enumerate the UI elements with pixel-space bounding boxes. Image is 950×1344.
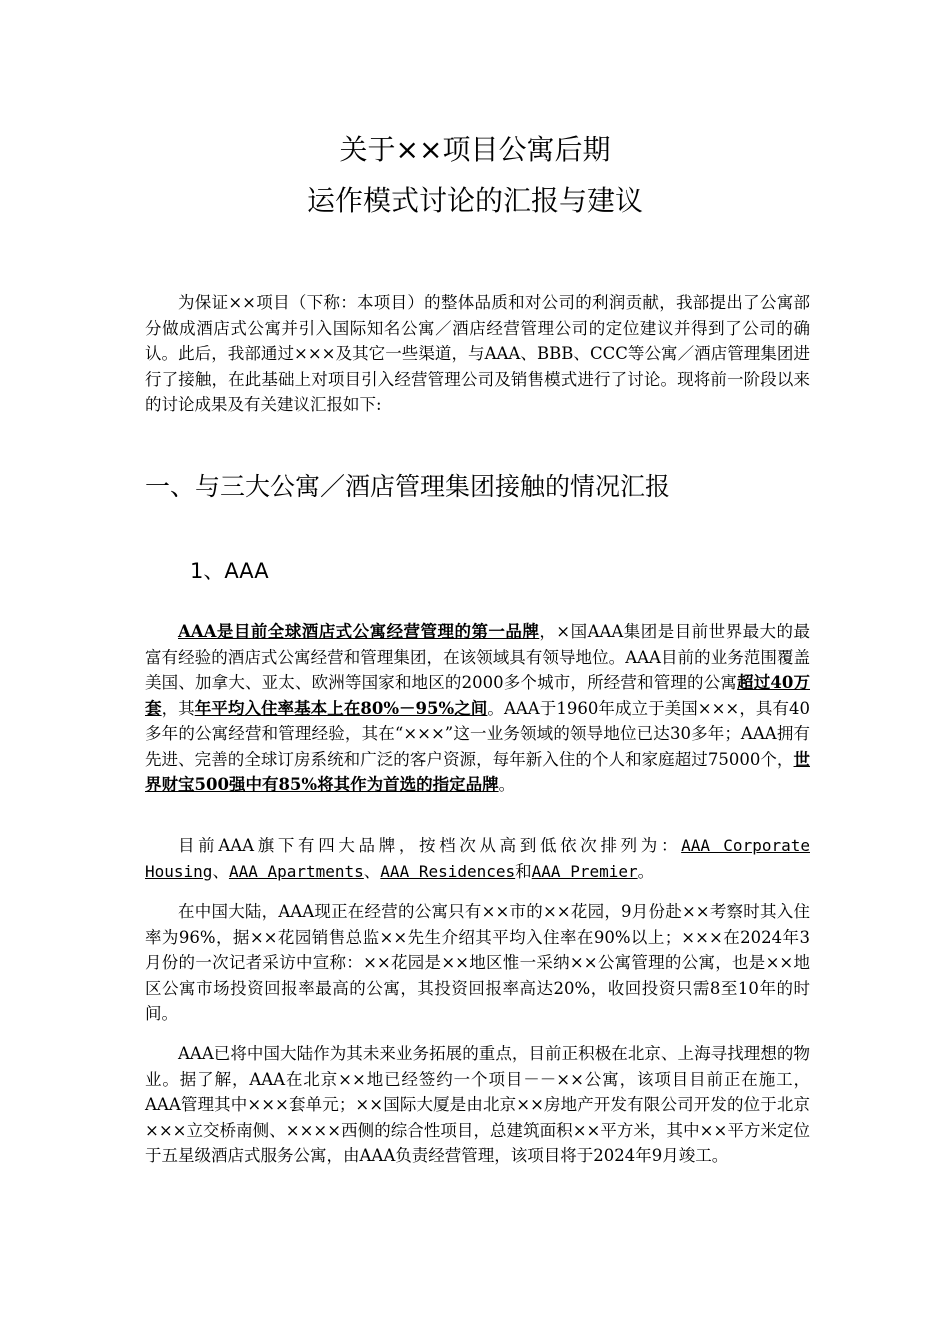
text-run: 。 bbox=[498, 775, 516, 794]
text-run: 目前AAA旗下有四大品牌，按档次从高到低依次排列为： bbox=[178, 836, 682, 855]
brand-premier: AAA Premier bbox=[531, 861, 638, 881]
separator: 和 bbox=[515, 861, 532, 881]
emphasis-fortune500: 世界财宝500强中有85%将其作为首选的指定品牌 bbox=[145, 749, 810, 794]
text-run: ，其 bbox=[161, 698, 195, 718]
text-run: 。 bbox=[637, 861, 655, 881]
document-title-line1: 关于××项目公寓后期 bbox=[339, 133, 611, 166]
section-heading: 一、与三大公寓／酒店管理集团接触的情况汇报 bbox=[145, 472, 671, 501]
aaa-china-paragraph: 在中国大陆，AAA现正在经营的公寓只有××市的××花园，9月份赴××考察时其入住率为96%，据××花园销售总监××先生介绍其平均入住率在90%以上；×××在2024年3月份的一次记者采访中宣称：××花园是××地区惟一采纳××公寓管理的公寓，也是××地区公寓市场投资回报率最高的公寓，其投资回报率高达20%，收回投资只需8至10年的时间。 bbox=[145, 902, 810, 1023]
subsection-heading: 1、AAA bbox=[190, 559, 269, 583]
text-run: ，×国AAA集团是目前世界最大的最富有经验的酒店式公寓经营和管理集团，在该领域具有领导地位。AAA目前的业务范围覆盖美国、加拿大、亚太、欧洲等国家和地区的2000多个城市，所经营和管理的公寓 bbox=[145, 622, 810, 692]
aaa-brands-paragraph bbox=[145, 833, 810, 884]
document-title-line2: 运作模式讨论的汇报与建议 bbox=[306, 184, 643, 217]
aaa-expansion-paragraph: AAA已将中国大陆作为其未来业务拓展的重点，目前正积极在北京、上海寻找理想的物业。据了解，AAA在北京××地已经签约一个项目－－××公寓，该项目目前正在施工，AAA管理其中×××套单元；××国际大厦是由北京××房地产开发有限公司开发的位于北京×××立交桥南侧、××××西侧的综合性项目，总建筑面积××平方米，其中××平方米定位于五星级酒店式服务公寓，由AAA负责经营管理，该项目将于2024年9月竣工。 bbox=[145, 1044, 810, 1165]
emphasis-occupancy: 年平均入住率基本上在80%－95%之间 bbox=[194, 698, 488, 718]
emphasis-units: 超过40万套 bbox=[145, 673, 810, 718]
emphasis-first-brand: AAA是目前全球酒店式公寓经营管理的第一品牌 bbox=[178, 622, 540, 641]
text-run: 。AAA于1960年成立于美国×××，具有40多年的公寓经营和管理经验，其在“×××”这一业务领域的领导地位已达30多年；AAA拥有先进、完善的全球订房系统和广泛的客户资源，每年新入住的个人和家庭超过75000个， bbox=[145, 698, 811, 769]
separator: 、 bbox=[212, 861, 229, 881]
intro-paragraph: 为保证××项目（下称：本项目）的整体品质和对公司的利润贡献，我部提出了公寓部分做成酒店式公寓并引入国际知名公寓／酒店经营管理公司的定位建议并得到了公司的确认。此后，我部通过×××及其它一些渠道，与AAA、BBB、CCC等公寓／酒店管理集团进行了接触，在此基础上对项目引入经营管理公司及销售模式进行了讨论。现将前一阶段以来的讨论成果及有关建议汇报如下: bbox=[145, 293, 810, 414]
brand-residences: AAA Residences bbox=[380, 861, 516, 881]
separator: 、 bbox=[363, 861, 381, 881]
brand-apartments: AAA Apartments bbox=[228, 861, 364, 881]
brand-corporate-housing: AAA Corporate Housing bbox=[145, 836, 810, 881]
aaa-overview-paragraph bbox=[145, 619, 810, 798]
